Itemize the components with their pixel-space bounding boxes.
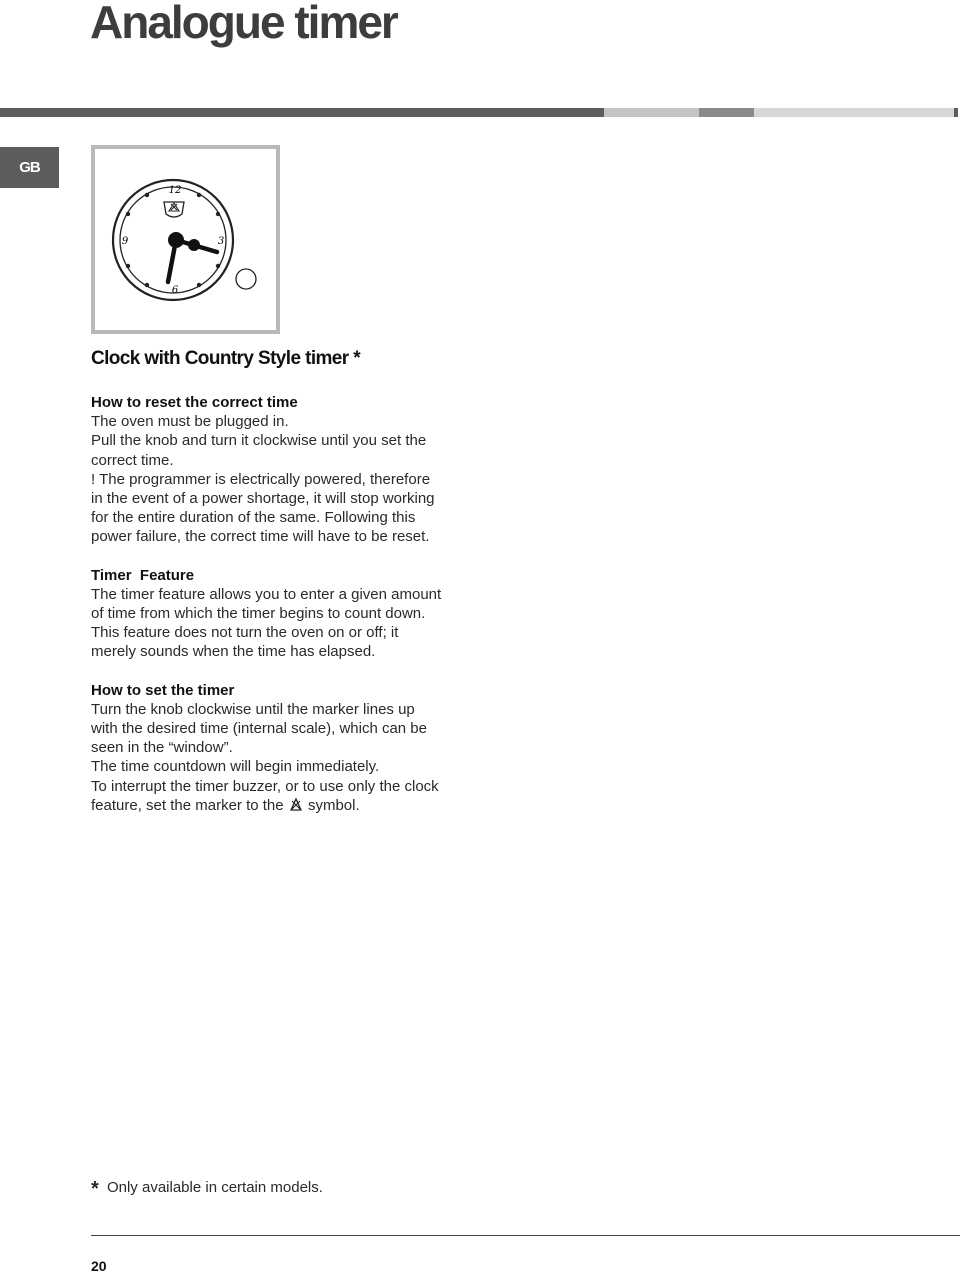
timer-feature-line: merely sounds when the time has elapsed. <box>91 643 376 661</box>
numeral-6: 6 <box>171 285 179 296</box>
reset-line: ! The programmer is electrically powered, therefore <box>91 470 431 488</box>
timer-hub <box>188 239 200 251</box>
language-tab: GB <box>0 147 59 188</box>
set-timer-line: To interrupt the timer buzzer, or to use only the clock <box>91 777 439 795</box>
set-timer-line: Turn the knob clockwise until the marker lines up <box>91 700 415 718</box>
instructions-content <box>91 346 481 815</box>
timer-feature-line: This feature does not turn the oven on or off; it <box>91 624 399 642</box>
clock-timer-illustration <box>95 149 276 330</box>
clock-figure <box>91 145 280 334</box>
reset-line: power failure, the correct time will have to be reset. <box>91 528 430 546</box>
timer-feature-line: The timer feature allows you to enter a given amount <box>91 585 442 603</box>
footnote <box>91 1178 323 1201</box>
header-color-bar <box>0 108 960 117</box>
section-title: Clock with Country Style timer * <box>91 348 361 369</box>
numeral-9: 9 <box>121 236 129 247</box>
buzzer-off-icon <box>289 797 303 811</box>
set-timer-line: with the desired time (internal scale), which can be <box>91 720 427 738</box>
set-timer-heading: How to set the timer <box>91 681 235 699</box>
footer-rule <box>91 1235 960 1236</box>
set-timer-last-before: feature, set the marker to the <box>91 796 284 814</box>
set-timer-line: seen in the “window”. <box>91 739 233 757</box>
footnote-text: Only available in certain models. <box>106 1179 323 1196</box>
page-number: 20 <box>91 1258 107 1274</box>
set-timer-last-after: symbol. <box>307 796 360 814</box>
reset-line: for the entire duration of the same. Following this <box>91 509 416 527</box>
numeral-12: 12 <box>168 185 182 196</box>
reset-line: correct time. <box>91 451 174 469</box>
set-timer-last-line <box>91 796 481 815</box>
timer-feature-heading: Timer Feature <box>91 566 195 584</box>
footnote-star: * <box>91 1178 99 1200</box>
clock-hub <box>168 232 184 248</box>
buzzer-window-icon <box>164 202 184 217</box>
numeral-3: 3 <box>217 236 225 247</box>
page-title: Analogue timer <box>90 0 397 48</box>
reset-line: Pull the knob and turn it clockwise until you set the <box>91 432 427 450</box>
reset-heading: How to reset the correct time <box>91 394 298 411</box>
set-timer-line: The time countdown will begin immediately. <box>91 758 380 776</box>
reset-line: The oven must be plugged in. <box>91 413 289 431</box>
timer-knob-icon <box>236 269 256 289</box>
timer-feature-line: of time from which the timer begins to count down. <box>91 605 426 623</box>
reset-line: in the event of a power shortage, it will stop working <box>91 490 435 508</box>
